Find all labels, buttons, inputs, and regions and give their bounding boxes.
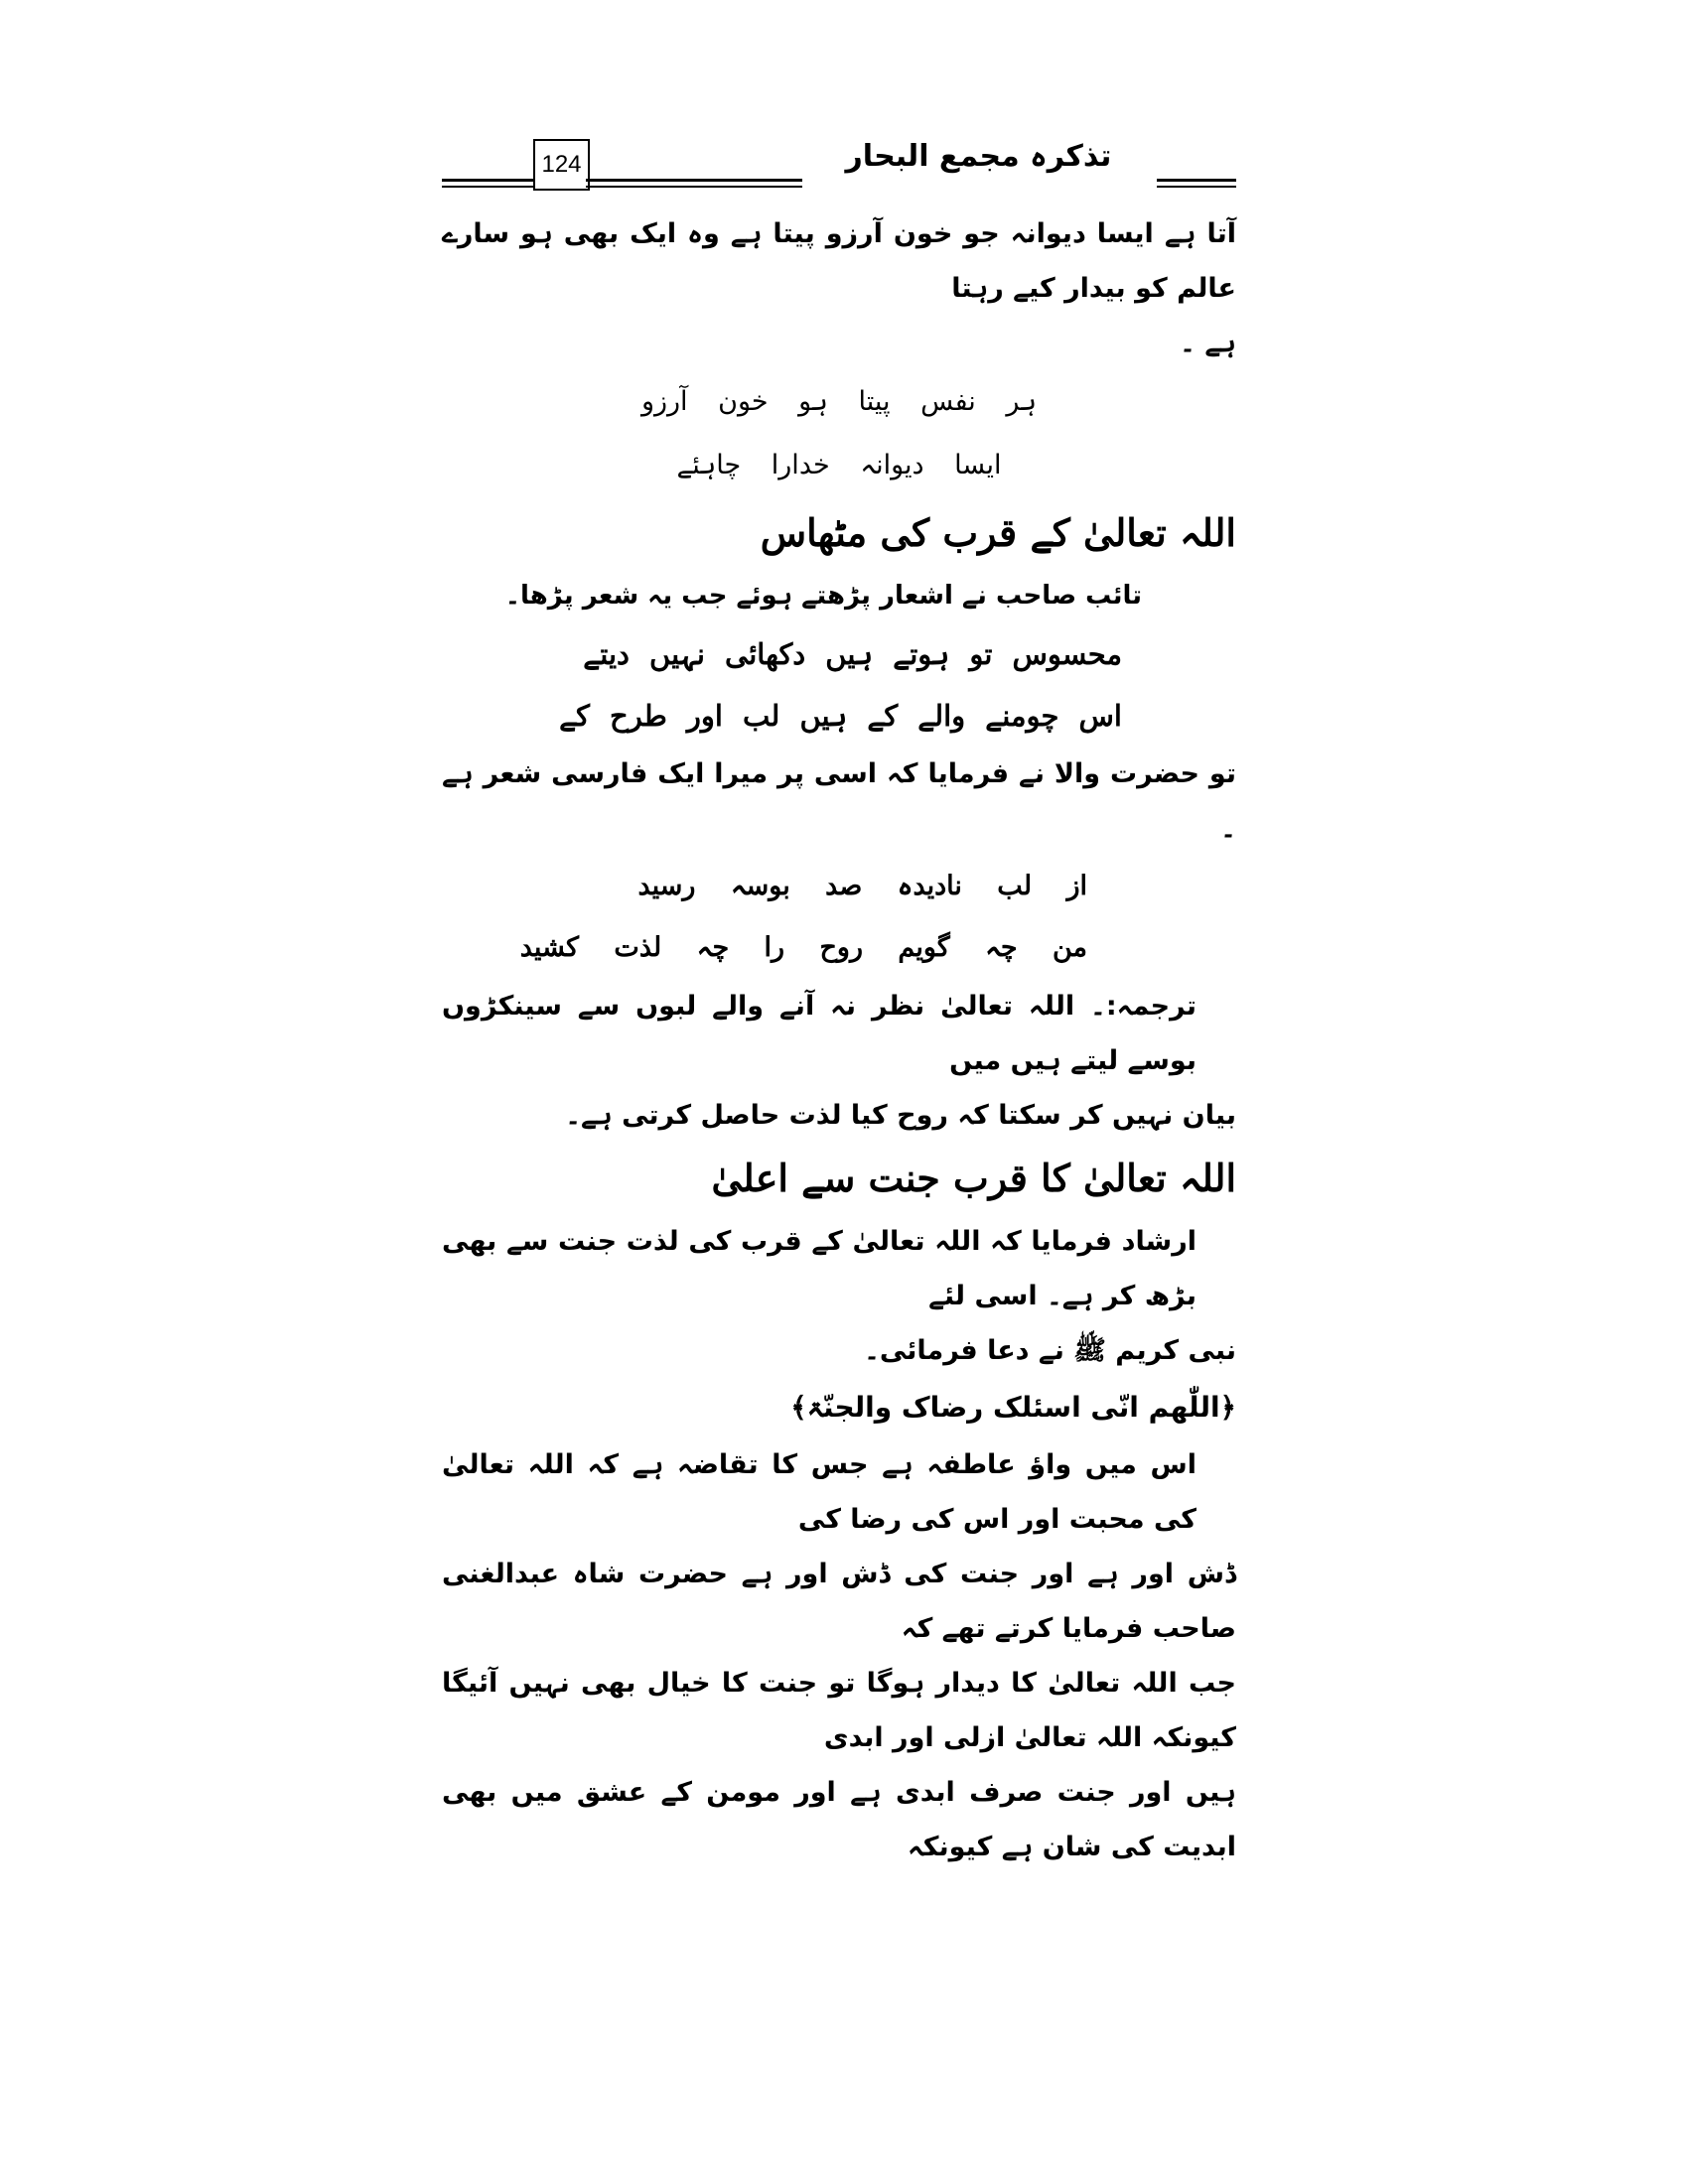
verse-2-line-2: اس چومنے والے کے ہیں لب اور طرح کے bbox=[559, 699, 1122, 733]
paragraph-3: تو حضرت والا نے فرمایا کہ اسی پر میرا ایک فارسی شعر ہے ۔ bbox=[442, 758, 1236, 844]
paragraph-5-line-2: ڈش اور ہے اور جنت کی ڈش اور ہے حضرت شاہ عبدالغنی صاحب فرمایا کرتے تھے کہ bbox=[442, 1559, 1236, 1644]
section-heading-1: اللہ تعالیٰ کے قرب کی مٹھاس bbox=[760, 510, 1236, 555]
header-rule-middle bbox=[586, 173, 802, 191]
header-rule-left bbox=[442, 173, 533, 191]
page-header bbox=[442, 139, 1236, 199]
paragraph-5-line-3: جب اللہ تعالیٰ کا دیدار ہوگا تو جنت کا خیال بھی نہیں آئیگا کیونکہ اللہ تعالیٰ ازلی اور ابدی bbox=[442, 1668, 1236, 1753]
verse-3-line-1: از لب نادیدہ صد بوسہ رسید bbox=[637, 871, 1087, 901]
paragraph-2: تائب صاحب نے اشعار پڑھتے ہوئے جب یہ شعر پڑھا۔ bbox=[504, 581, 1142, 611]
header-rule-right bbox=[1157, 173, 1236, 191]
paragraph-4-line-1: ارشاد فرمایا کہ اللہ تعالیٰ کے قرب کی لذت جنت سے بھی بڑھ کر ہے۔ اسی لئے bbox=[442, 1226, 1196, 1311]
section-heading-2: اللہ تعالیٰ کا قرب جنت سے اعلیٰ bbox=[711, 1156, 1236, 1200]
translation-line-1: ترجمہ:۔ اللہ تعالیٰ نظر نہ آنے والے لبوں سے سینکڑوں بوسے لیتے ہیں میں bbox=[442, 991, 1196, 1076]
verse-1-line-1: ہر نفس پیتا ہو خون آرزو bbox=[640, 386, 1038, 417]
paragraph-5-line-1: اس میں واؤ عاطفہ ہے جس کا تقاضہ ہے کہ اللہ تعالیٰ کی محبت اور اس کی رضا کی bbox=[442, 1449, 1196, 1535]
verse-1-line-2: ایسا دیوانہ خدارا چاہئے bbox=[676, 450, 1002, 480]
document-page bbox=[442, 139, 1236, 1874]
verse-3-line-2: من چہ گویم روح را چہ لذت کشید bbox=[519, 932, 1087, 963]
paragraph-1-line-2: ہے ۔ bbox=[1180, 328, 1236, 358]
paragraph-1-line-1: آتا ہے ایسا دیوانہ جو خون آرزو پیتا ہے وہ ایک بھی ہو سارے عالم کو بیدار کیے رہتا bbox=[442, 218, 1236, 304]
page-number: 124 bbox=[533, 139, 590, 191]
verse-2-line-1: محسوس تو ہوتے ہیں دکھائی نہیں دیتے bbox=[583, 637, 1122, 671]
book-title: تذکرہ مجمع البحار bbox=[845, 139, 1112, 174]
paragraph-4-line-2: نبی کریم ﷺ نے دعا فرمائی۔ bbox=[864, 1335, 1236, 1366]
dua-text: ﴿اللّٰھم انّی اسئلک رضاک والجنّۃ﴾ bbox=[790, 1391, 1236, 1424]
translation-line-2: بیان نہیں کر سکتا کہ روح کیا لذت حاصل کرتی ہے۔ bbox=[565, 1100, 1236, 1131]
paragraph-5-line-4: ہیں اور جنت صرف ابدی ہے اور مومن کے عشق میں بھی ابدیت کی شان ہے کیونکہ bbox=[442, 1777, 1236, 1862]
